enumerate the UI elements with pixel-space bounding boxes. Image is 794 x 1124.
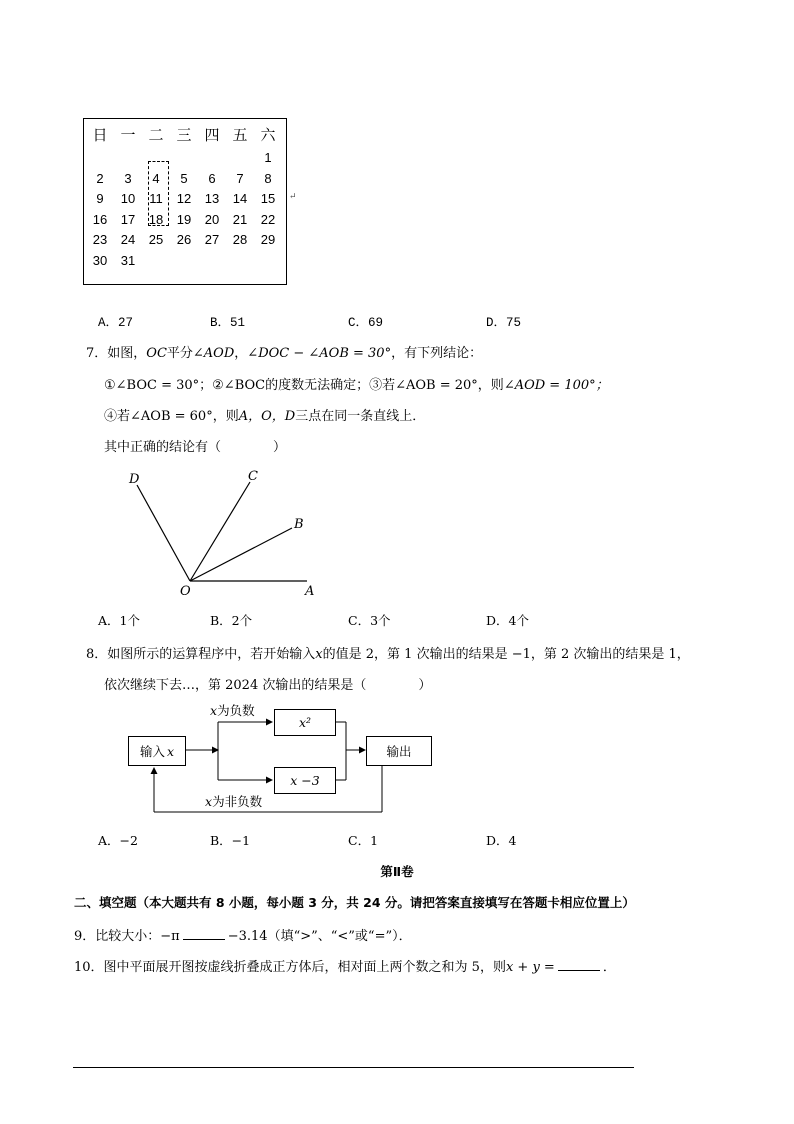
- calendar-day: 22: [260, 211, 276, 227]
- calendar-day: 31: [120, 252, 136, 268]
- q8-option-d: D．4: [486, 833, 517, 848]
- calendar-header: 二: [148, 126, 164, 144]
- q7-equation: ∠DOC − ∠AOB = 30°: [247, 346, 392, 361]
- q8-prefix: 8．如图所示的运算程序中，若开始输入: [86, 647, 316, 662]
- q9: [74, 925, 412, 944]
- q7-option-b: B．2个: [210, 613, 253, 628]
- label-b: B: [294, 517, 304, 532]
- flow-nonneg-text: 为非负数: [212, 794, 263, 809]
- q10-blank: [558, 960, 600, 971]
- q8-option-b: B．−1: [210, 833, 251, 848]
- ray-od: [137, 485, 190, 581]
- section-heading: 二、填空题（本大题共有 8 小题，每小题 3 分，共 24 分。请把答案直接填写在答题卡相应位置上）: [74, 895, 635, 910]
- flow-input-x: x: [166, 743, 175, 759]
- flow-output-box: [366, 736, 432, 766]
- q7-c4-points: A，O，D: [238, 409, 296, 424]
- calendar-day: 4: [152, 170, 160, 186]
- q6-option-a: A．27: [98, 316, 134, 330]
- q6-option-c: C．69: [348, 316, 384, 330]
- calendar-day: 9: [96, 191, 104, 206]
- q8-suffix: 的值是 2，第 1 次输出的结果是 −1，第 2 次输出的结果是 1，: [322, 647, 690, 662]
- flow-nonneg-label: [205, 792, 262, 810]
- q10-suffix: ．: [602, 960, 616, 975]
- q7-c2: ②∠BOC的度数无法确定；: [212, 378, 370, 393]
- calendar-table: [83, 118, 287, 285]
- calendar-day: 27: [204, 232, 220, 247]
- q9-mid: −3.14: [227, 929, 268, 944]
- label-o: O: [180, 584, 191, 599]
- q7-c3-prefix: ③若∠AOB = 20°，则: [369, 378, 504, 393]
- calendar-header: 一: [120, 126, 136, 144]
- calendar-day: 24: [120, 232, 136, 247]
- calendar-day: 16: [92, 211, 108, 227]
- calendar-day: 20: [204, 211, 220, 227]
- calendar-day: 30: [92, 252, 108, 268]
- q7-conclusion-4: [104, 405, 425, 424]
- calendar-day: 7: [236, 170, 244, 186]
- flow-neg-label: [210, 701, 255, 719]
- q7-c4-prefix: ④若∠AOB = 60°，则: [104, 409, 239, 424]
- ray-ob: [190, 528, 292, 581]
- q7-angle-figure: [120, 465, 330, 600]
- flow-neg-x: x: [210, 703, 218, 718]
- calendar-header: 三: [176, 126, 192, 144]
- flow-output-label: 输出: [386, 744, 412, 759]
- calendar-day: 2: [96, 170, 104, 186]
- calendar-day: 12: [176, 191, 192, 206]
- calendar-day: 10: [120, 191, 136, 206]
- q8-option-a: A．−2: [98, 833, 138, 848]
- q7-c4-suffix: 三点在同一条直线上．: [295, 409, 426, 424]
- calendar-day: 17: [120, 211, 136, 227]
- calendar-day: 5: [180, 170, 188, 186]
- q7-option-d: D．4个: [486, 613, 529, 628]
- q7-sep: ，: [234, 346, 248, 361]
- calendar-day: 19: [176, 211, 192, 227]
- q9-suffix: （填“>”、“<”或“=”）．: [267, 929, 412, 944]
- calendar-day: 21: [232, 211, 248, 227]
- flow-nonneg-x: x: [205, 794, 213, 809]
- calendar-day: 11: [149, 191, 163, 206]
- q8-x: x: [315, 647, 323, 662]
- flow-input-label: 输入: [139, 744, 165, 759]
- bottom-rule: [73, 1067, 634, 1068]
- q9-prefix: 9．比较大小：−π: [74, 929, 180, 944]
- q7-option-a: A．1个: [98, 613, 140, 628]
- q8-stem-line1: [86, 643, 690, 662]
- q7-bisect: 平分: [166, 346, 193, 361]
- calendar-day: 28: [232, 232, 248, 247]
- q8-option-c: C．1: [348, 833, 379, 848]
- q6-option-b: B．51: [210, 316, 246, 330]
- q7-conclusions-1-3: [104, 374, 609, 393]
- calendar-day: 18: [148, 211, 164, 227]
- label-c: C: [248, 469, 258, 484]
- flow-square-label: x²: [298, 715, 312, 730]
- q7-c3-suffix: ∠AOD = 100°；: [503, 378, 609, 393]
- calendar-header: 四: [204, 126, 220, 144]
- q8-stem-line2: 依次继续下去…，第 2024 次输出的结果是（ ）: [104, 678, 432, 693]
- calendar-day: 13: [204, 191, 220, 206]
- calendar-header: 六: [260, 126, 276, 144]
- calendar-header: 日: [92, 126, 108, 144]
- calendar-header: 五: [232, 126, 248, 144]
- calendar-day: 26: [176, 232, 192, 247]
- flow-minus3-box: [274, 767, 336, 794]
- calendar-day: 1: [264, 150, 272, 165]
- calendar-day: 8: [264, 170, 272, 186]
- flow-neg-text: 为负数: [217, 703, 255, 718]
- calendar-day: 23: [92, 232, 108, 247]
- label-a: A: [305, 584, 315, 599]
- calendar-day: 29: [260, 232, 276, 247]
- q6-option-d: D．75: [486, 316, 522, 330]
- flow-square-box: [274, 709, 336, 736]
- q9-blank: [183, 929, 225, 940]
- calendar-day: 15: [260, 191, 276, 206]
- q7-angle-aod: ∠AOD: [192, 346, 235, 361]
- section-title: 第Ⅱ卷: [380, 864, 414, 879]
- calendar-day: 25: [148, 232, 164, 247]
- ray-oc: [190, 482, 250, 581]
- calendar-day: 6: [208, 170, 216, 186]
- q7-number: 7．如图，: [86, 346, 147, 361]
- q10-expr: x + y =: [505, 960, 555, 975]
- calendar-day: 14: [232, 191, 248, 206]
- return-mark: ↵: [289, 192, 297, 202]
- flow-minus3-label: x −3: [290, 773, 320, 788]
- q7-oc: OC: [146, 346, 167, 361]
- label-d: D: [129, 472, 140, 487]
- flow-input-box: [128, 736, 186, 766]
- q10: [74, 956, 616, 975]
- q7-option-c: C．3个: [348, 613, 391, 628]
- calendar-day: 3: [124, 170, 132, 186]
- q7-c1: ①∠BOC = 30°；: [104, 378, 213, 393]
- q7-line1-suffix: ，有下列结论：: [391, 346, 483, 361]
- q7-stem: [86, 342, 482, 361]
- q10-prefix: 10．图中平面展开图按虚线折叠成正方体后，相对面上两个数之和为 5，则: [74, 960, 506, 975]
- q7-question: 其中正确的结论有（ ）: [104, 440, 287, 455]
